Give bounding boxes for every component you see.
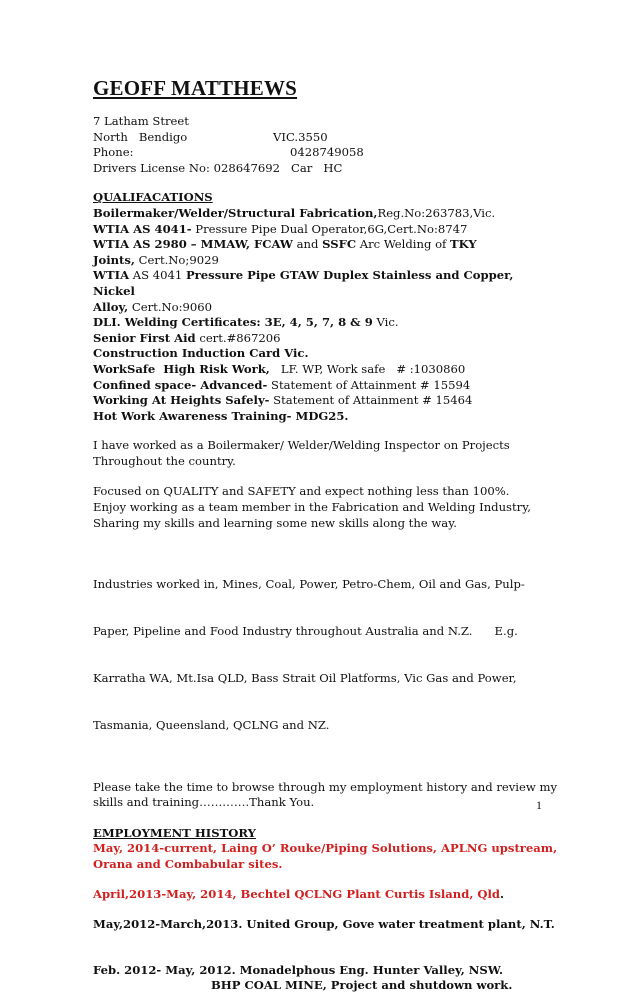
qual-line: Senior First Aid cert.#867206 <box>93 330 281 345</box>
page-number: 1 <box>536 798 542 812</box>
qual-line: WTIA AS 2980 – MMAW, FCAW and SSFC Arc Welding of TKY <box>93 237 477 252</box>
phone-label: Phone: <box>93 145 134 160</box>
paragraph-industries: Industries worked in, Mines, Coal, Power, Petro-Chem, Oil and Gas, Pulp- Paper, Pipeline and Food Industry throughout Australia and N.Z. E.g. Karratha WA, Mt.Isa QLD, Bass Strait Oil Platforms, Vic Gas and Power, Tasmania, Queensland, QCLNG and NZ. <box>93 577 525 732</box>
qual-line: WorkSafe High Risk Work, LF. WP, Work safe # :1030860 <box>93 361 466 376</box>
state: VIC.3550 <box>273 129 328 144</box>
phone: 0428749058 <box>290 145 364 160</box>
phone-row <box>93 145 543 161</box>
license: Drivers License No: 028647692 Car HC <box>93 160 343 175</box>
qual-line: WTIA AS 4041- Pressure Pipe Dual Operator,6G,Cert.No:8747 <box>93 221 468 236</box>
employment-entry-3: May,2012-March,2013. United Group, Gove water treatment plant, N.T. <box>93 917 555 932</box>
employment-entry-4: Feb. 2012- May, 2012. Monadelphous Eng. Hunter Valley, NSW. BHP COAL MINE, Project and shutdown work. <box>93 962 513 993</box>
resume-name: GEOFF MATTHEWS <box>93 76 298 100</box>
qual-line: Alloy, Cert.No:9060 <box>93 299 213 314</box>
employment-entry-2: April,2013-May, 2014, Bechtel QCLNG Plant Curtis Island, Qld. <box>93 886 505 901</box>
town-row <box>93 130 543 146</box>
paragraph-quality: Focused on QUALITY and SAFETY and expect nothing less than 100%. Enjoy working as a team member in the Fabrication and Welding Industry, Sharing my skills and learning some new skills along the way. <box>93 484 531 530</box>
qualifications-list <box>93 206 543 424</box>
qual-line: Working At Heights Safely- Statement of Attainment # 15464 <box>93 393 473 408</box>
qual-line: Confined space- Advanced- Statement of Attainment # 15594 <box>93 377 471 392</box>
paragraph-closing: Please take the time to browse through my employment history and review my skills and training………….Thank You. <box>93 779 557 810</box>
qual-line: Hot Work Awareness Training- MDG25. <box>93 408 349 423</box>
resume-page <box>93 76 558 994</box>
qual-line: Joints, Cert.No;9029 <box>93 252 219 267</box>
street: 7 Latham Street <box>93 114 189 128</box>
paragraph-experience: I have worked as a Boilermaker/ Welder/Welding Inspector on Projects Throughout the country. <box>93 438 510 468</box>
qual-line: Boilermaker/Welder/Structural Fabrication,Reg.No:263783,Vic. <box>93 205 496 220</box>
qual-line: DLI. Welding Certificates: 3E, 4, 5, 7, 8 & 9 Vic. <box>93 315 399 330</box>
employment-heading: EMPLOYMENT HISTORY <box>93 825 256 840</box>
qual-line: WTIA AS 4041 Pressure Pipe GTAW Duplex Stainless and Copper, Nickel <box>93 268 514 298</box>
qual-line: Construction Induction Card Vic. <box>93 346 309 361</box>
town: North Bendigo <box>93 129 188 144</box>
address-block <box>93 114 543 176</box>
employment-entry-1: May, 2014-current, Laing O’ Rouke/Piping Solutions, APLNG upstream, Orana and Combabular sites. <box>93 841 558 871</box>
qualifications-heading: QUALIFACATIONS <box>93 190 213 205</box>
